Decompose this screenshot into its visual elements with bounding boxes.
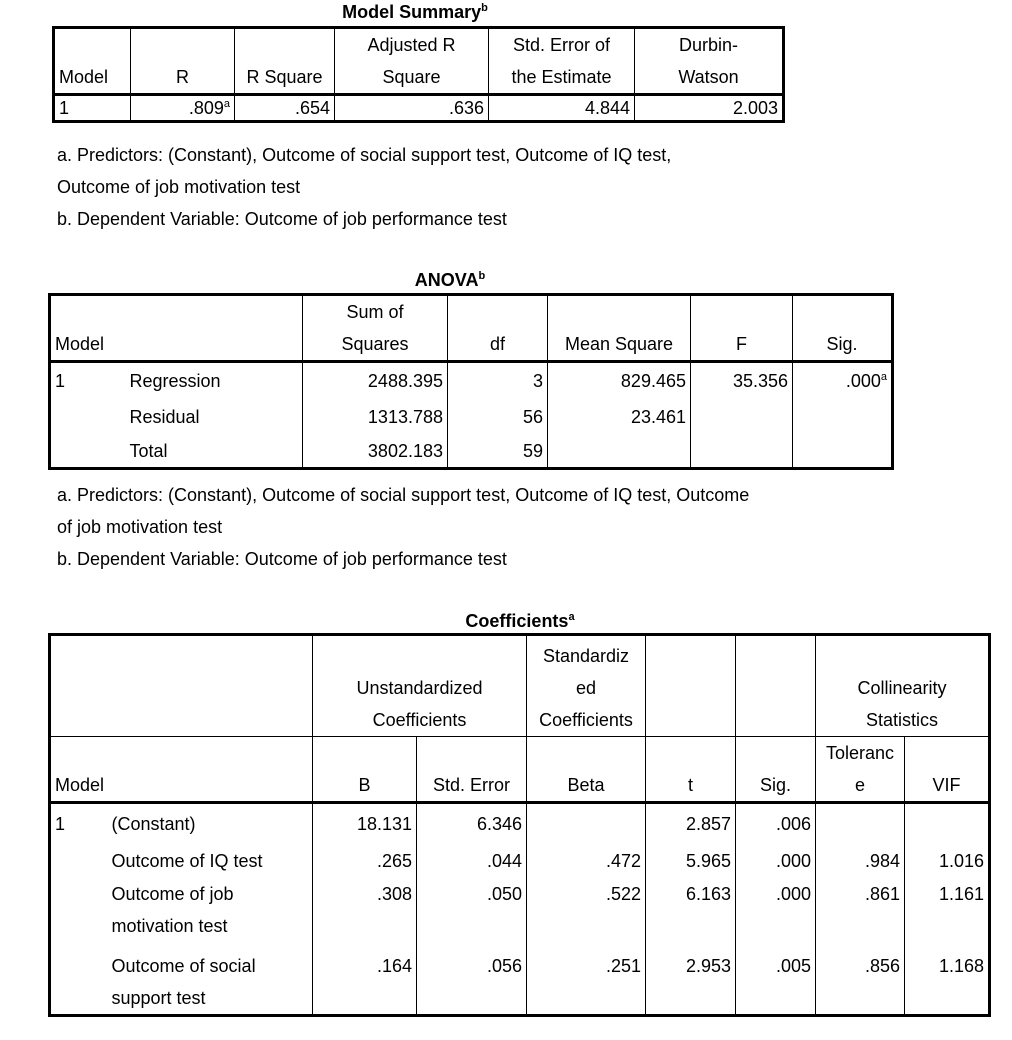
model-summary-note-b: b. Dependent Variable: Outcome of job performance test — [57, 209, 507, 229]
header-unstandardized-coefficients: Unstandardized Coefficients — [313, 635, 527, 737]
header-t: t — [646, 737, 736, 803]
model-summary-note-a-cont: Outcome of job motivation test — [57, 177, 301, 197]
header-sig: Sig. — [736, 737, 816, 803]
table-row: Outcome of social support test .164 .056 .251 2.953 .005 .856 1.168 — [50, 950, 990, 1016]
header-std-error: Std. Error — [417, 737, 527, 803]
header-std-error-estimate-2: the Estimate — [489, 61, 635, 95]
table-row: 1 (Constant) 18.131 6.346 2.857 .006 — [50, 803, 990, 845]
table-row: Outcome of IQ test .265 .044 .472 5.965 .000 .984 1.016 — [50, 844, 990, 878]
coefficients-title: Coefficients$^a$ — [465, 611, 575, 631]
table-row: 1 .809$^a$ .654 .636 4.844 2.003 — [54, 95, 784, 122]
header-std-error-estimate: Std. Error of — [489, 28, 635, 62]
header-standardized-coefficients: Standardiz ed Coefficients — [527, 635, 646, 737]
header-mean-square: Mean Square — [548, 328, 691, 362]
header-adjusted-r-square: Adjusted R — [335, 28, 489, 62]
header-vif: VIF — [932, 775, 961, 795]
table-row: Outcome of job motivation test .308 .050 .522 6.163 .000 .861 1.161 — [50, 878, 990, 950]
header-durbin-watson-2: Watson — [678, 67, 739, 87]
header-collinearity-statistics: Collinearity Statistics — [857, 678, 947, 730]
header-b: B — [313, 737, 417, 803]
table-row: Residual 1313.788 56 23.461 — [50, 399, 893, 435]
header-sum-of-squares-2: Squares — [303, 328, 448, 362]
header-model: Model — [55, 334, 105, 354]
header-model: Model — [50, 737, 313, 803]
header-r-square: R Square — [235, 61, 335, 95]
header-df: df — [448, 328, 548, 362]
header-sum-of-squares: Sum of — [303, 295, 448, 329]
header-f: F — [691, 328, 793, 362]
table-row: Total 3802.183 59 — [50, 435, 893, 469]
header-durbin-watson: Durbin- — [678, 35, 739, 55]
model-summary-table — [52, 26, 785, 123]
header-r: R — [131, 61, 235, 95]
anova-note-b: b. Dependent Variable: Outcome of job performance test — [57, 549, 507, 569]
coefficients-table — [48, 633, 991, 1017]
header-tolerance: Toleranc e — [816, 737, 905, 803]
table-row: 1 Regression 2488.395 3 829.465 35.356 .000$^a$ — [50, 362, 893, 400]
header-adjusted-r-square-2: Square — [335, 61, 489, 95]
anova-table — [48, 293, 894, 470]
header-model: Model — [54, 61, 131, 95]
anova-title: ANOVA$^b$ — [414, 270, 486, 290]
model-summary-note-a: a. Predictors: (Constant), Outcome of social support test, Outcome of IQ test, — [57, 145, 672, 165]
header-sig: Sig. — [826, 334, 858, 354]
anova-note-a-cont: of job motivation test — [57, 517, 223, 537]
model-summary-title: Model Summary$^b$ — [342, 2, 488, 22]
header-beta: Beta — [527, 737, 646, 803]
anova-note-a: a. Predictors: (Constant), Outcome of social support test, Outcome of IQ test, Outcome — [57, 485, 750, 505]
